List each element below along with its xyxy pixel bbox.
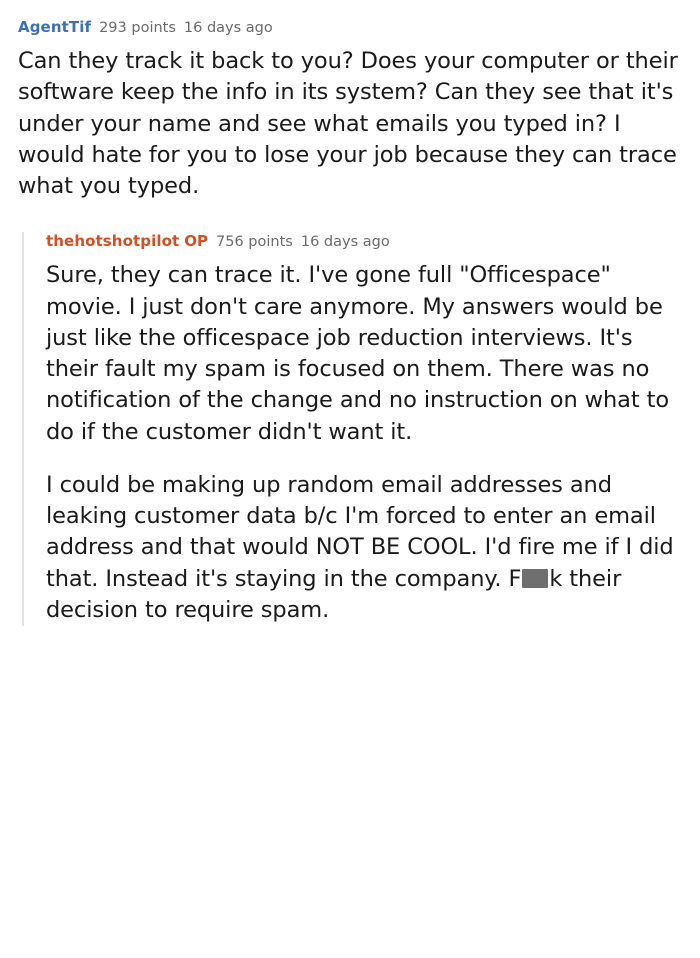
comment-top [18, 18, 684, 202]
censor-block-icon [522, 569, 548, 588]
reply-paragraph-2 [46, 470, 684, 626]
reply-timestamp: 16 days ago [300, 234, 390, 251]
reply-paragraph-2-text-end: k their decision to require spam. [46, 565, 622, 623]
reply-paragraph-1: Sure, they can trace it. I've gone full "Officespace" movie. I just don't care anymore. My answers would be just like the officespace job reduction interviews. It's their fault my spam is focused on them. There was no notification of the change and no instruction on what to do if the customer didn't want it. [46, 262, 669, 445]
comment-points: 293 points [99, 20, 176, 36]
comment-timestamp: 16 days ago [183, 20, 273, 36]
op-badge: OP [184, 232, 209, 251]
reply-header [46, 232, 684, 250]
reply-body [46, 260, 684, 626]
reply-author-link[interactable]: thehotshotpilot [46, 232, 180, 251]
comment-reply [22, 232, 684, 626]
reply-points: 756 points [216, 234, 293, 251]
reply-paragraph-2-text-start: I could be making up random email addresses and leaking customer data b/c I'm forced to enter an email address and that would NOT BE COOL. I'd fire me if I did that. Instead it's staying in the company. F [46, 471, 674, 592]
comment-author-link[interactable]: AgentTif [18, 18, 92, 36]
comment-paragraph: Can they track it back to you? Does your computer or their software keep the info in its system? Can they see that it's under your name and see what emails you typed in? I would hate for you to lose your job because they can trace what you typed. [18, 48, 678, 200]
comment-header [18, 18, 684, 36]
comment-body [18, 46, 684, 202]
